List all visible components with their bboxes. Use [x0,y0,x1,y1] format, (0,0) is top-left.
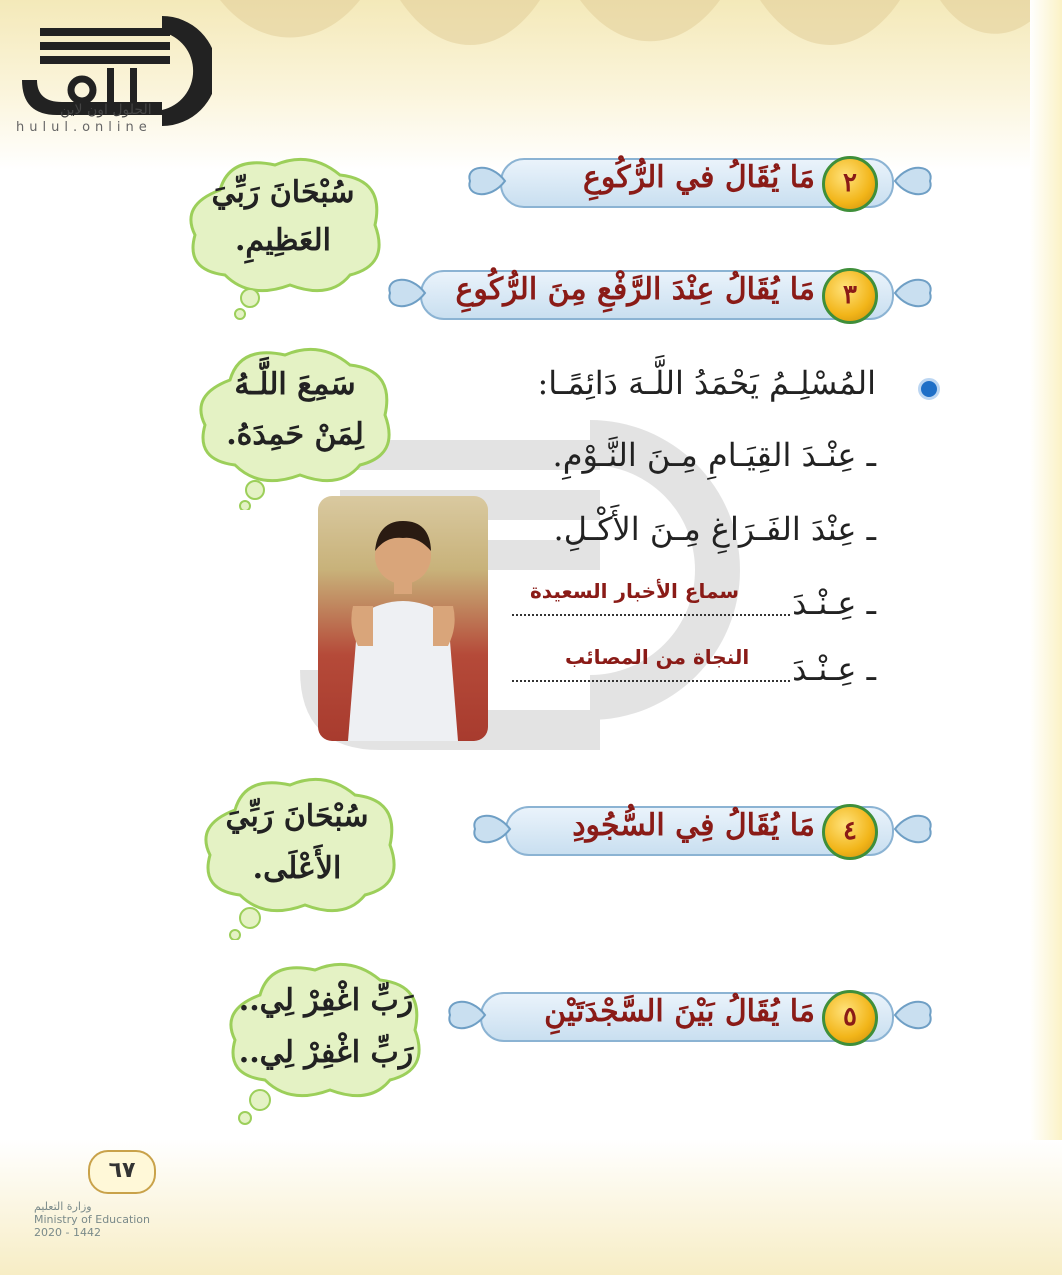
answer-line-3-dots [512,612,790,616]
cloud-s2-line1: سُبْحَانَ رَبِّيَ [211,175,355,210]
hulul-logo [12,10,212,160]
praise-line-1: ـ عِنْـدَ القِيَـامِ مِـنَ النَّـوْمِ. [552,436,876,474]
swirl-left-icon [465,804,515,854]
page-number: ٦٧ [88,1150,156,1194]
bullet-icon [918,378,940,400]
swirl-left-icon [440,990,490,1040]
cloud-s4-line2: الأَعْلَى. [252,851,342,886]
header-ornament [200,0,1062,70]
cloud-s3-line1: سَمِعَ اللَّـهُ [234,367,356,402]
heading-s3 [370,264,940,322]
swirl-right-icon [890,268,940,318]
heading-s3-title: مَا يُقَالُ عِنْدَ الرَّفْعِ مِنَ الرُّكُوعِ [455,272,815,307]
heading-s4-title: مَا يُقَالُ فِي السُّجُودِ [572,808,815,843]
swirl-left-icon [460,156,510,206]
heading-s5-title: مَا يُقَالُ بَيْنَ السَّجْدَتَيْنِ [544,994,815,1029]
answer-line-4: النجاة من المصائب [565,645,750,669]
cloud-s4-line1: سُبْحَانَ رَبِّيَ [225,799,369,834]
praise-line-3-prefix: ـ عِـنْـدَ [792,584,876,622]
heading-s4 [455,800,940,858]
cloud-s5-line2: رَبِّ اغْفِرْ لِي.. [238,1035,414,1070]
answer-line-4-dots [512,678,790,682]
heading-s4-number: ٤ [822,804,878,860]
praise-line-4-prefix: ـ عِـنْـدَ [792,650,876,688]
heading-s5-number: ٥ [822,990,878,1046]
heading-s2-title: مَا يُقَالُ في الرُّكُوعِ [582,160,815,195]
swirl-right-icon [890,990,940,1040]
heading-s2-number: ٢ [822,156,878,212]
swirl-right-icon [890,804,940,854]
heading-s5 [430,986,940,1044]
praise-intro: المُسْلِـمُ يَحْمَدُ اللَّـهَ دَائِمًـا: [537,364,876,402]
cloud-s3-line2: لِمَنْ حَمِدَهُ. [226,417,364,452]
swirl-left-icon [380,268,430,318]
cloud-s5-line1: رَبِّ اغْفِرْ لِي.. [238,983,414,1018]
swirl-right-icon [890,156,940,206]
ministry-label [34,1200,150,1239]
ministry-english: Ministry of Education [34,1213,151,1226]
boy-praying-photo [318,496,488,741]
logo-arabic-subtitle: الحلول اون لاين [60,102,152,118]
answer-line-3: سماع الأخبار السعيدة [530,579,740,603]
boy-illustration [318,496,488,741]
footer-band [0,1140,1062,1275]
ministry-arabic: وزارة التعليم [34,1200,92,1213]
logo-english-subtitle: hulul.online [16,120,152,135]
side-strip [1030,0,1062,1275]
edition-year: 2020 - 1442 [34,1226,101,1239]
heading-s2 [450,152,940,210]
heading-s3-number: ٣ [822,268,878,324]
cloud-s2-line2: العَظِيمِ. [234,223,332,258]
praise-line-2: ـ عِنْدَ الفَـرَاغِ مِـنَ الأَكْـلِ. [553,510,876,548]
